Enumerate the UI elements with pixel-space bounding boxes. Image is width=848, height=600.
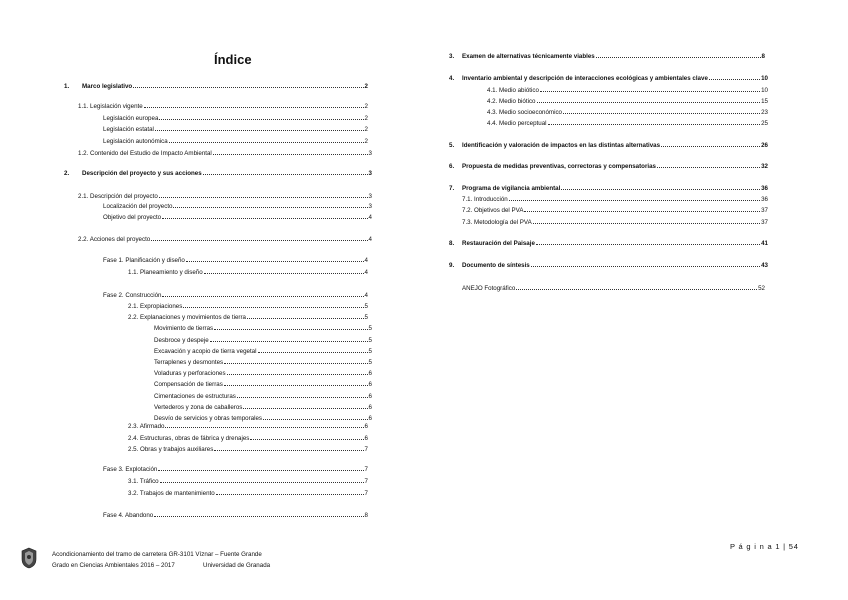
left-toc-entry[interactable] xyxy=(154,381,372,389)
toc-entry-page: 36 xyxy=(761,185,768,192)
toc-entry-label: Propuesta de medidas preventivas, correctoras y compensatorias xyxy=(462,163,656,170)
left-toc-entry[interactable] xyxy=(78,103,368,111)
left-toc-entry[interactable] xyxy=(78,150,372,158)
left-toc-entry[interactable] xyxy=(154,370,372,378)
toc-entry-label: Fase 3. Explotación xyxy=(103,466,158,473)
toc-entry-page: 4 xyxy=(364,269,368,276)
toc-dot-leader xyxy=(162,296,363,297)
toc-dot-leader xyxy=(151,240,367,241)
toc-entry-label: Desvío de servicios y obras temporales xyxy=(154,415,262,422)
toc-entry-page: 4 xyxy=(364,257,368,264)
toc-dot-leader xyxy=(516,289,757,290)
left-toc-entry[interactable] xyxy=(103,214,372,222)
toc-entry-label: 2.4. Estructuras, obras de fábrica y drenajes xyxy=(128,435,250,442)
toc-entry-label: Terraplenes y desmontes xyxy=(154,359,224,366)
toc-entry-page: 6 xyxy=(368,370,372,377)
toc-entry-page: 3 xyxy=(368,170,372,177)
page-title: Índice xyxy=(214,52,252,67)
toc-entry-page: 6 xyxy=(368,393,372,400)
toc-dot-leader xyxy=(661,146,760,147)
toc-entry-label: 7.2. Objetivos del PVA xyxy=(462,207,524,214)
toc-entry-number: 6. xyxy=(449,163,455,170)
toc-entry-page: 41 xyxy=(761,240,768,247)
left-toc-entry[interactable] xyxy=(64,83,368,91)
toc-entry-label: Restauración del Paisaje xyxy=(462,240,535,247)
toc-entry-page: 6 xyxy=(368,415,372,422)
toc-dot-leader xyxy=(216,494,364,495)
toc-entry-label: Programa de vigilancia ambiental xyxy=(462,185,561,192)
toc-entry-label: 2.2. Acciones del proyecto xyxy=(78,236,151,243)
toc-entry-page: 2 xyxy=(364,103,368,110)
right-toc-entry[interactable] xyxy=(449,163,768,171)
toc-entry-label: 4.1. Medio abiótico xyxy=(487,87,539,94)
right-toc-entry[interactable] xyxy=(462,196,768,204)
left-toc-entry[interactable] xyxy=(128,478,368,486)
toc-entry-page: 5 xyxy=(368,337,372,344)
toc-entry-page: 6 xyxy=(368,404,372,411)
toc-dot-leader xyxy=(173,207,367,208)
left-toc-entry[interactable] xyxy=(154,348,372,356)
toc-entry-page: 8 xyxy=(761,53,765,60)
left-toc-entry[interactable] xyxy=(103,203,372,211)
toc-entry-label: Marco legislativo xyxy=(82,83,133,90)
toc-dot-leader xyxy=(204,273,364,274)
left-toc-entry[interactable] xyxy=(154,415,372,423)
toc-dot-leader xyxy=(224,385,368,386)
toc-entry-label: Legislación estatal xyxy=(103,126,154,133)
toc-dot-leader xyxy=(210,341,368,342)
right-toc-entry[interactable] xyxy=(449,142,768,150)
toc-entry-page: 37 xyxy=(761,207,768,214)
toc-dot-leader xyxy=(596,57,761,58)
toc-entry-page: 6 xyxy=(368,381,372,388)
toc-dot-leader xyxy=(533,223,760,224)
toc-entry-label: Compensación de tierras xyxy=(154,381,223,388)
toc-entry-label: 2.2. Explanaciones y movimientos de tierra xyxy=(128,314,246,321)
right-toc-entry[interactable] xyxy=(487,87,768,95)
toc-entry-page: 10 xyxy=(761,87,768,94)
toc-dot-leader xyxy=(158,470,363,471)
toc-dot-leader xyxy=(214,329,367,330)
left-toc-entry[interactable] xyxy=(154,404,372,412)
toc-entry-label: 2.5. Obras y trabajos auxiliares xyxy=(128,446,214,453)
toc-entry-page: 23 xyxy=(761,109,768,116)
toc-dot-leader xyxy=(159,197,368,198)
toc-entry-label: 2.1. Expropiaciones xyxy=(128,303,183,310)
toc-dot-leader xyxy=(183,307,363,308)
toc-entry-label: Vertederos y zona de caballeros xyxy=(154,404,243,411)
left-toc-entry[interactable] xyxy=(103,466,368,474)
toc-entry-page: 5 xyxy=(368,348,372,355)
toc-dot-leader xyxy=(224,363,367,364)
toc-entry-page: 52 xyxy=(758,285,765,292)
toc-dot-leader xyxy=(537,102,761,103)
left-toc-entry[interactable] xyxy=(103,115,368,123)
toc-entry-page: 5 xyxy=(368,359,372,366)
toc-dot-leader xyxy=(133,87,363,88)
toc-entry-page: 7 xyxy=(364,490,368,497)
toc-entry-page: 4 xyxy=(368,236,372,243)
toc-dot-leader xyxy=(160,482,364,483)
toc-dot-leader xyxy=(155,130,364,131)
toc-dot-leader xyxy=(213,154,368,155)
toc-entry-label: 4.3. Medio socioeconómico xyxy=(487,109,562,116)
toc-dot-leader xyxy=(531,266,760,267)
right-toc-entry[interactable] xyxy=(449,75,768,83)
toc-dot-leader xyxy=(203,174,368,175)
toc-entry-page: 2 xyxy=(364,115,368,122)
toc-entry-label: Movimiento de tierras xyxy=(154,325,214,332)
toc-entry-page: 3 xyxy=(368,150,372,157)
toc-entry-page: 37 xyxy=(761,219,768,226)
toc-entry-page: 5 xyxy=(364,314,368,321)
toc-entry-label: Cimentaciones de estructuras xyxy=(154,393,236,400)
toc-dot-leader xyxy=(540,91,760,92)
left-toc-entry[interactable] xyxy=(128,490,368,498)
toc-entry-page: 26 xyxy=(761,142,768,149)
toc-entry-number: 8. xyxy=(449,240,455,247)
toc-dot-leader xyxy=(561,189,760,190)
toc-entry-page: 7 xyxy=(364,478,368,485)
left-toc-entry[interactable] xyxy=(64,170,372,178)
toc-entry-number: 4. xyxy=(449,75,455,82)
right-toc-entry[interactable] xyxy=(449,262,768,270)
toc-entry-label: 3.1. Tráfico xyxy=(128,478,159,485)
toc-entry-label: 4.4. Medio perceptual xyxy=(487,120,547,127)
right-toc-entry[interactable] xyxy=(462,219,768,227)
left-toc-entry[interactable] xyxy=(154,393,372,401)
left-toc-entry[interactable] xyxy=(128,269,368,277)
toc-entry-page: 2 xyxy=(364,126,368,133)
left-toc-entry[interactable] xyxy=(128,435,368,443)
toc-entry-label: Inventario ambiental y descripción de interacciones ecológicas y ambientales clave xyxy=(462,75,708,82)
toc-entry-label: 7.1. Introducción xyxy=(462,196,508,203)
toc-entry-page: 6 xyxy=(364,423,368,430)
toc-dot-leader xyxy=(258,352,368,353)
toc-dot-leader xyxy=(709,79,760,80)
toc-entry-page: 7 xyxy=(364,466,368,473)
toc-entry-page: 5 xyxy=(368,325,372,332)
toc-entry-label: 2.3. Afirmado xyxy=(128,423,165,430)
left-toc-entry[interactable] xyxy=(103,138,368,146)
toc-entry-page: 7 xyxy=(364,446,368,453)
toc-entry-label: 4.2. Medio biótico xyxy=(487,98,536,105)
toc-entry-label: 2.1. Descripción del proyecto xyxy=(78,193,158,200)
toc-entry-page: 25 xyxy=(761,120,768,127)
left-toc-entry[interactable] xyxy=(128,446,368,454)
toc-entry-number: 1. xyxy=(64,83,70,90)
left-toc-entry[interactable] xyxy=(103,126,368,134)
toc-entry-label: Descripción del proyecto y sus acciones xyxy=(82,170,202,177)
right-toc-entry[interactable] xyxy=(487,120,768,128)
toc-dot-leader xyxy=(154,516,363,517)
left-toc-entry[interactable] xyxy=(128,303,368,311)
toc-entry-label: ANEJO Fotográfico xyxy=(462,285,516,292)
footer-university: Universidad de Granada xyxy=(203,562,271,569)
toc-entry-label: Localización del proyecto xyxy=(103,203,173,210)
right-toc-entry[interactable] xyxy=(487,109,768,117)
left-toc-entry[interactable] xyxy=(78,193,372,201)
toc-dot-leader xyxy=(263,419,368,420)
toc-entry-label: 3.2. Trabajos de mantenimiento xyxy=(128,490,215,497)
left-toc-entry[interactable] xyxy=(154,337,372,345)
toc-entry-label: Excavación y acopio de tierra vegetal xyxy=(154,348,257,355)
toc-entry-page: 32 xyxy=(761,163,768,170)
toc-entry-label: 7.3. Metodología del PVA xyxy=(462,219,532,226)
toc-entry-page: 4 xyxy=(364,292,368,299)
left-toc-entry[interactable] xyxy=(103,512,368,520)
toc-dot-leader xyxy=(657,167,760,168)
toc-dot-leader xyxy=(250,439,363,440)
toc-entry-label: Examen de alternativas técnicamente viables xyxy=(462,53,595,60)
footer-line-1: Acondicionamiento del tramo de carretera GR-3101 Víznar – Fuente Grande xyxy=(52,551,262,558)
toc-entry-page: 2 xyxy=(364,138,368,145)
toc-entry-label: Legislación europea xyxy=(103,115,159,122)
toc-entry-page: 3 xyxy=(368,193,372,200)
toc-entry-page: 5 xyxy=(364,303,368,310)
toc-entry-label: Fase 2. Construcción xyxy=(103,292,162,299)
toc-entry-label: Documento de síntesis xyxy=(462,262,530,269)
toc-entry-number: 7. xyxy=(449,185,455,192)
toc-dot-leader xyxy=(169,142,364,143)
toc-dot-leader xyxy=(162,218,367,219)
toc-dot-leader xyxy=(186,261,364,262)
toc-entry-page: 15 xyxy=(761,98,768,105)
left-toc-entry[interactable] xyxy=(128,423,368,431)
toc-dot-leader xyxy=(159,119,363,120)
right-toc-entry[interactable] xyxy=(449,53,765,61)
toc-entry-label: Legislación autonómica xyxy=(103,138,168,145)
toc-dot-leader xyxy=(509,200,760,201)
toc-entry-label: Fase 4. Abandono xyxy=(103,512,154,519)
toc-dot-leader xyxy=(524,211,760,212)
toc-entry-page: 6 xyxy=(364,435,368,442)
left-toc-entry[interactable] xyxy=(103,292,368,300)
toc-entry-label: Voladuras y perforaciones xyxy=(154,370,226,377)
left-toc-entry[interactable] xyxy=(128,314,368,322)
footer-course: Grado en Ciencias Ambientales 2016 – 2017 xyxy=(52,562,175,569)
toc-entry-label: 1.2. Contenido del Estudio de Impacto Ambiental xyxy=(78,150,212,157)
page-number: P á g i n a 1 | 54 xyxy=(730,542,799,551)
right-toc-entry[interactable] xyxy=(462,207,768,215)
right-toc-entry[interactable] xyxy=(462,285,765,293)
right-toc-entry[interactable] xyxy=(449,240,768,248)
toc-entry-label: Desbroce y despeje xyxy=(154,337,209,344)
toc-entry-page: 2 xyxy=(364,83,368,90)
toc-entry-page: 4 xyxy=(368,214,372,221)
toc-dot-leader xyxy=(243,408,367,409)
toc-entry-label: Identificación y valoración de impactos en las distintas alternativas xyxy=(462,142,661,149)
toc-entry-page: 3 xyxy=(368,203,372,210)
toc-dot-leader xyxy=(227,374,368,375)
right-toc-entry[interactable] xyxy=(449,185,768,193)
toc-dot-leader xyxy=(536,244,760,245)
toc-entry-label: Objetivo del proyecto xyxy=(103,214,162,221)
toc-dot-leader xyxy=(165,427,363,428)
right-toc-entry[interactable] xyxy=(487,98,768,106)
toc-entry-label: Fase 1. Planificación y diseño xyxy=(103,257,185,264)
toc-entry-page: 8 xyxy=(364,512,368,519)
toc-dot-leader xyxy=(144,107,364,108)
toc-entry-page: 43 xyxy=(761,262,768,269)
toc-dot-leader xyxy=(563,113,760,114)
toc-entry-number: 2. xyxy=(64,170,70,177)
left-toc-entry[interactable] xyxy=(78,236,372,244)
toc-entry-number: 3. xyxy=(449,53,455,60)
left-toc-entry[interactable] xyxy=(103,257,368,265)
toc-dot-leader xyxy=(214,450,363,451)
toc-dot-leader xyxy=(247,318,364,319)
toc-dot-leader xyxy=(548,124,761,125)
toc-dot-leader xyxy=(237,397,368,398)
toc-entry-page: 10 xyxy=(761,75,768,82)
toc-entry-number: 9. xyxy=(449,262,455,269)
toc-entry-number: 5. xyxy=(449,142,455,149)
toc-entry-label: 1.1. Planeamiento y diseño xyxy=(128,269,203,276)
left-toc-entry[interactable] xyxy=(154,359,372,367)
left-toc-entry[interactable] xyxy=(154,325,372,333)
university-seal-icon xyxy=(20,547,38,569)
toc-entry-label: 1.1. Legislación vigente xyxy=(78,103,143,110)
toc-entry-page: 36 xyxy=(761,196,768,203)
